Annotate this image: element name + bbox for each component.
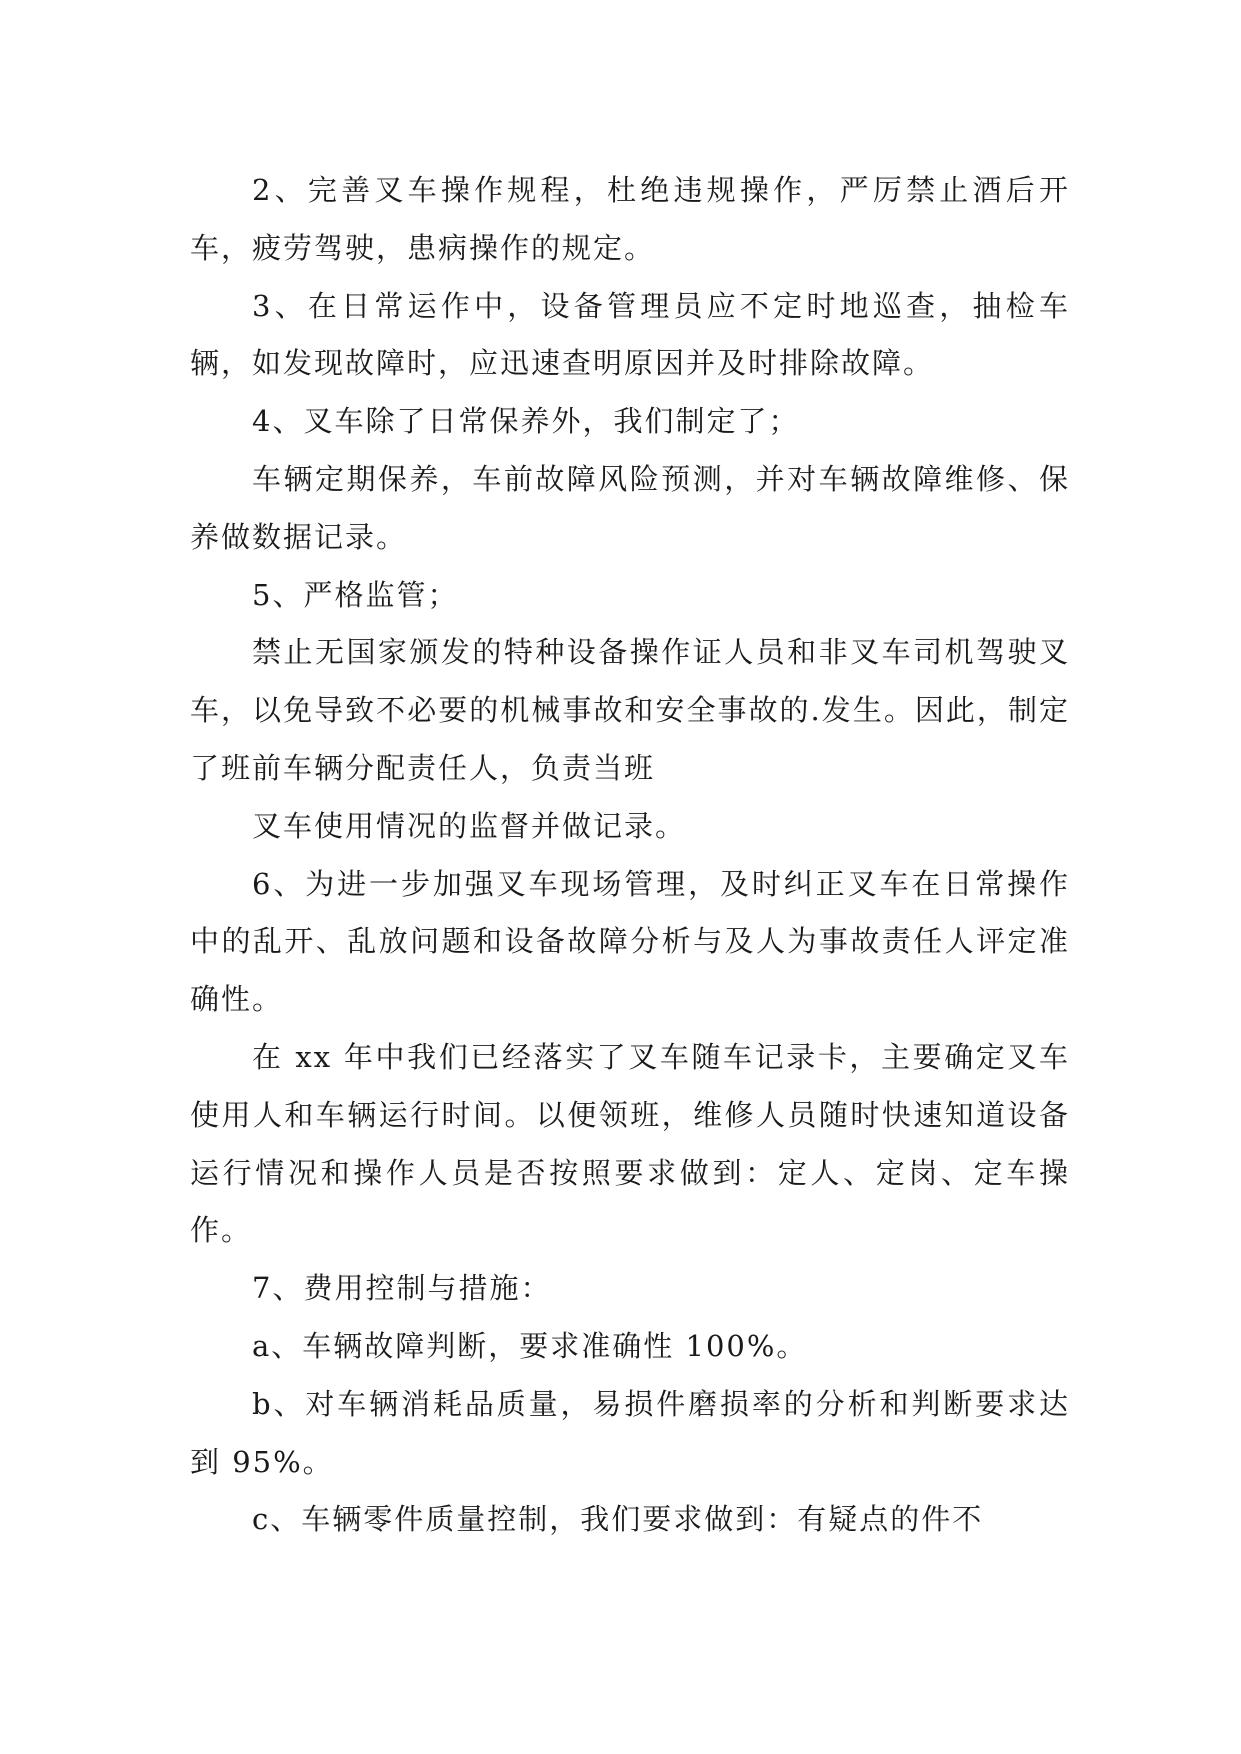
paragraph-record-card: 在 xx 年中我们已经落实了叉车随车记录卡，主要确定叉车使用人和车辆运行时间。以便领班，维修人员随时快速知道设备运行情况和操作人员是否按照要求做到：定人、定岗、定车操作。: [190, 1039, 1070, 1248]
paragraph-item-b: b、对车辆消耗品质量，易损件磨损率的分析和判断要求达到 95%。: [190, 1386, 1070, 1479]
paragraph-maintenance: 车辆定期保养，车前故障风险预测，并对车辆故障维修、保养做数据记录。: [190, 461, 1070, 554]
paragraph-item-a: a、车辆故障判断，要求准确性 100%。: [252, 1328, 808, 1363]
paragraph-item-4: 4、叉车除了日常保养外，我们制定了；: [252, 404, 800, 439]
paragraph-item-7: 7、费用控制与措施：: [252, 1271, 552, 1306]
paragraph-item-c: c、车辆零件质量控制，我们要求做到：有疑点的件不: [252, 1502, 984, 1537]
paragraph-item-5: 5、严格监管；: [252, 577, 459, 612]
paragraph-supervision: 叉车使用情况的监督并做记录。: [252, 808, 687, 843]
paragraph-item-3: 3、在日常运作中，设备管理员应不定时地巡查，抽检车辆，如发现故障时，应迅速查明原因并及时排除故障。: [190, 288, 1070, 381]
document-body: [190, 162, 1070, 1549]
paragraph-item-6: 6、为进一步加强叉车现场管理，及时纠正叉车在日常操作中的乱开、乱放问题和设备故障分析与及人为事故责任人评定准确性。: [190, 866, 1070, 1017]
paragraph-prohibition: 禁止无国家颁发的特种设备操作证人员和非叉车司机驾驶叉车，以免导致不必要的机械事故和安全事故的.发生。因此，制定了班前车辆分配责任人，负责当班: [190, 635, 1070, 785]
paragraph-item-2: 2、完善叉车操作规程，杜绝违规操作，严厉禁止酒后开车，疲劳驾驶，患病操作的规定。: [190, 173, 1070, 265]
